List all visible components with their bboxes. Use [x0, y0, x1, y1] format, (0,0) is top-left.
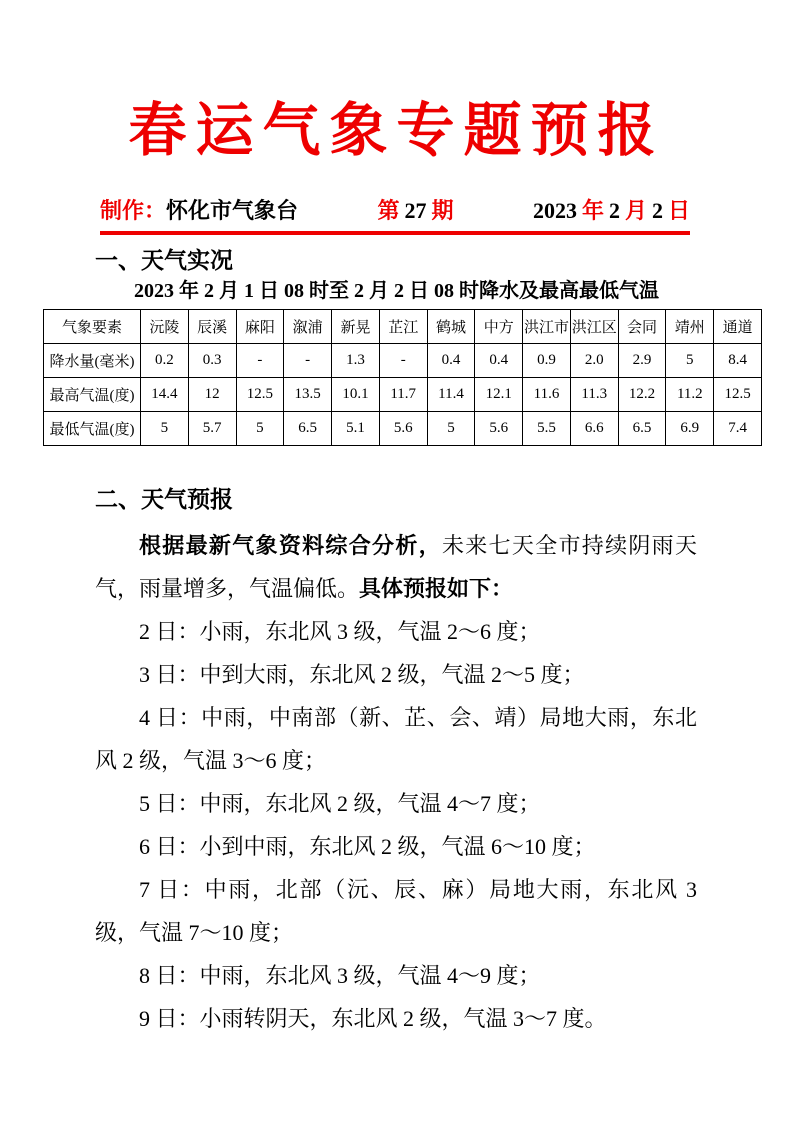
- table-cell: 5.5: [523, 412, 571, 446]
- issue-date: [533, 196, 690, 226]
- table-cell: 1.3: [332, 344, 380, 378]
- table-row-min-temp: [44, 412, 762, 446]
- table-cell: 7.4: [714, 412, 762, 446]
- forecast-line-day6: 6 日：小到中雨，东北风 2 级，气温 6～10 度；: [139, 834, 596, 859]
- date-day-unit: 日: [667, 198, 690, 223]
- date-month-unit: 月: [624, 198, 647, 223]
- table-cell: 0.9: [523, 344, 571, 378]
- table-cell: 2.9: [618, 344, 666, 378]
- table-cell: 5.1: [332, 412, 380, 446]
- table-cell: 12.5: [236, 378, 284, 412]
- header-cell: 会同: [618, 310, 666, 344]
- header-cell: 麻阳: [236, 310, 284, 344]
- table-cell: 5.7: [188, 412, 236, 446]
- table-cell: 0.4: [427, 344, 475, 378]
- table-cell: 5: [141, 412, 189, 446]
- forecast-line-day7: 7 日：中雨，北部（沅、辰、麻）局地大雨，东北风 3 级，气温 7～10 度；: [95, 877, 697, 945]
- date-day: 2: [651, 198, 663, 223]
- table-cell: 11.3: [570, 378, 618, 412]
- table-cell: 10.1: [332, 378, 380, 412]
- table-cell: 5: [427, 412, 475, 446]
- table-cell: -: [236, 344, 284, 378]
- header-cell: 中方: [475, 310, 523, 344]
- weather-table-title: 2023 年 2 月 1 日 08 时至 2 月 2 日 08 时降水及最高最低气温: [134, 280, 659, 302]
- forecast-line-day9: 9 日：小雨转阴天，东北风 2 级，气温 3～7 度。: [139, 1006, 607, 1031]
- table-cell: 11.4: [427, 378, 475, 412]
- row-label: 降水量(毫米): [44, 344, 141, 378]
- page-title: 春运气象专题预报: [128, 98, 665, 163]
- header-cell: 辰溪: [188, 310, 236, 344]
- table-cell: 2.0: [570, 344, 618, 378]
- table-cell: 11.2: [666, 378, 714, 412]
- table-cell: 6.9: [666, 412, 714, 446]
- forecast-line-day2: 2 日：小雨，东北风 3 级，气温 2～6 度；: [139, 619, 541, 644]
- table-cell: -: [379, 344, 427, 378]
- header-cell: 洪江区: [570, 310, 618, 344]
- intro-bold-tail: 具体预报如下：: [359, 576, 514, 601]
- table-cell: 5.6: [475, 412, 523, 446]
- header-cell: 新晃: [332, 310, 380, 344]
- forecast-line-day3: 3 日：中到大雨，东北风 2 级，气温 2～5 度；: [139, 662, 585, 687]
- table-cell: 12: [188, 378, 236, 412]
- intro-regular: 未来七天全市持续阴雨天气，雨量增多，气温偏低。: [95, 533, 697, 601]
- header-cell: 沅陵: [141, 310, 189, 344]
- issue-suffix: 期: [431, 198, 454, 223]
- table-row-max-temp: [44, 378, 762, 412]
- header-cell: 通道: [714, 310, 762, 344]
- issue-value: 27: [404, 198, 427, 223]
- header-cell: 气象要素: [44, 310, 141, 344]
- meta-line: [100, 196, 690, 226]
- table-cell: 5: [236, 412, 284, 446]
- table-row-precipitation: [44, 344, 762, 378]
- forecast-line-day4: 4 日：中雨，中南部（新、芷、会、靖）局地大雨，东北风 2 级，气温 3～6 度；: [95, 705, 697, 773]
- forecast-line-day5: 5 日：中雨，东北风 2 级，气温 4～7 度；: [139, 791, 541, 816]
- producer-label: 制作：: [100, 198, 167, 223]
- header-cell: 洪江市: [523, 310, 571, 344]
- section1-heading: 一、天气实况: [95, 248, 233, 273]
- table-cell: 6.5: [284, 412, 332, 446]
- table-cell: 0.4: [475, 344, 523, 378]
- table-cell: 13.5: [284, 378, 332, 412]
- table-cell: 5: [666, 344, 714, 378]
- table-cell: 0.2: [141, 344, 189, 378]
- forecast-body: [95, 524, 697, 1040]
- producer: [100, 196, 298, 226]
- table-cell: 11.6: [523, 378, 571, 412]
- row-label: 最高气温(度): [44, 378, 141, 412]
- table-cell: 0.3: [188, 344, 236, 378]
- producer-name: 怀化市气象台: [166, 198, 299, 223]
- table-cell: 6.6: [570, 412, 618, 446]
- table-cell: 12.1: [475, 378, 523, 412]
- header-cell: 溆浦: [284, 310, 332, 344]
- intro-bold-lead: 根据最新气象资料综合分析，: [139, 533, 442, 558]
- table-cell: 8.4: [714, 344, 762, 378]
- weather-observation-table: [43, 309, 762, 446]
- forecast-line-day8: 8 日：中雨，东北风 3 级，气温 4～9 度；: [139, 963, 541, 988]
- table-cell: 12.2: [618, 378, 666, 412]
- issue-prefix: 第: [377, 198, 400, 223]
- date-month: 2: [608, 198, 620, 223]
- date-year: 2023: [532, 198, 577, 223]
- table-cell: 14.4: [141, 378, 189, 412]
- table-cell: 5.6: [379, 412, 427, 446]
- date-year-unit: 年: [581, 198, 604, 223]
- table-header-row: [44, 310, 762, 344]
- table-cell: 6.5: [618, 412, 666, 446]
- header-cell: 靖州: [666, 310, 714, 344]
- table-cell: 11.7: [379, 378, 427, 412]
- table-cell: -: [284, 344, 332, 378]
- issue-number: [377, 196, 453, 226]
- header-cell: 芷江: [379, 310, 427, 344]
- section2-heading: 二、天气预报: [95, 487, 233, 512]
- row-label: 最低气温(度): [44, 412, 141, 446]
- header-cell: 鹤城: [427, 310, 475, 344]
- table-cell: 12.5: [714, 378, 762, 412]
- header-divider: [100, 231, 690, 235]
- forecast-intro: [95, 524, 697, 610]
